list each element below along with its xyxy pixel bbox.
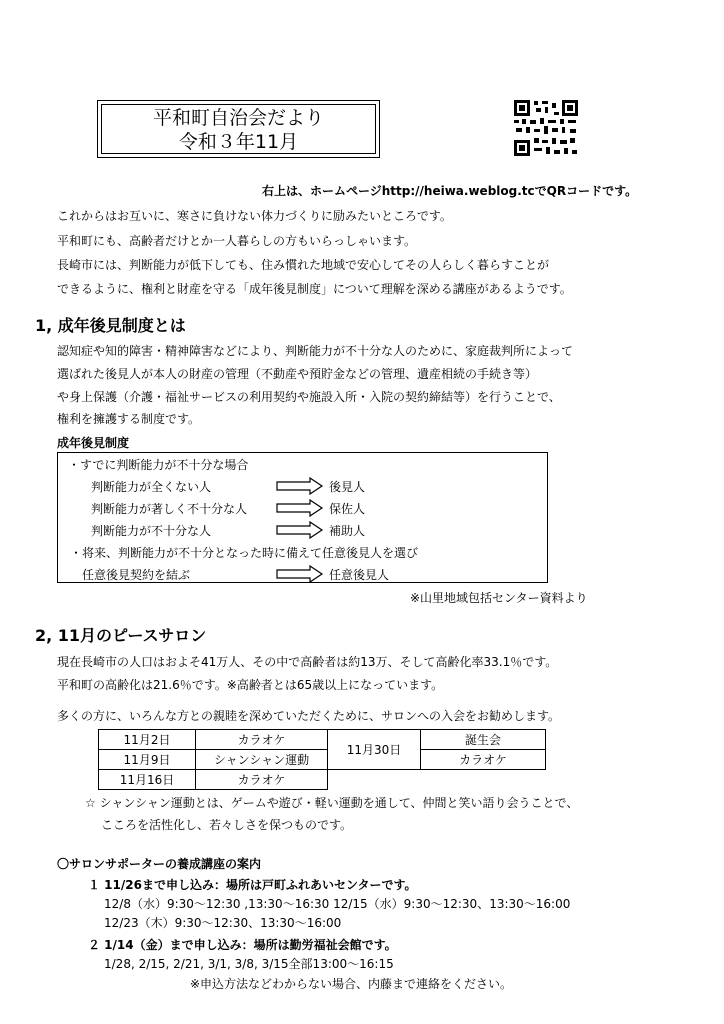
newsletter-title-box <box>97 100 380 158</box>
right-arrow-icon <box>276 499 324 517</box>
section2-line: 現在長崎市の人口はおよそ41万人、その中で高齢者は約13万、そして高齢化率33.1％です。 <box>57 655 558 669</box>
source-note: ※山里地域包括センター資料より <box>410 591 588 605</box>
shanshan-note: ☆ シャンシャン運動とは、ゲームや遊び・軽い運動を通して、仲間と笑い語り会うことで、 <box>85 796 579 810</box>
guardianship-condition: 判断能力が不十分な人 <box>91 524 212 538</box>
table-row <box>99 730 546 750</box>
guardianship-condition: 判断能力が著しく不十分な人 <box>91 502 248 516</box>
section1-paragraph-line: 選ばれた後見人が本人の財産の管理（不動産や預貯金などの管理、遺産相続の手続き等） <box>57 367 538 381</box>
schedule-date: 11月9日 <box>99 750 196 770</box>
table-row <box>99 750 546 770</box>
supporter-item2-title: ２ 1/14（金）まで申し込み：場所は勤労福祉会館です。 <box>88 938 397 952</box>
supporter-item1-dates: 12/23（木）9:30～12:30、13:30～16:00 <box>104 916 342 930</box>
intro-line: できるように、権利と財産を守る「成年後見制度」について理解を深める講座があるようです。 <box>57 282 572 296</box>
shanshan-note: こころを活性化し、若々しさを保つものです。 <box>101 818 353 832</box>
contact-note: ※申込方法などわからない場合、内藤まで連絡をください。 <box>190 977 513 991</box>
schedule-date: 11月2日 <box>99 730 196 750</box>
guardianship-condition: 任意後見契約を結ぶ <box>82 568 191 582</box>
supporter-item1-dates: 12/8（水）9:30～12:30 ,13:30～16:30 12/15（水）9:30～12:30、13:30～16:00 <box>104 897 571 911</box>
section-heading-peace-salon: 2, 11月のピースサロン <box>35 626 207 645</box>
right-arrow-icon <box>276 521 324 539</box>
schedule-event: カラオケ <box>196 730 328 750</box>
schedule-event: シャンシャン運動 <box>196 750 328 770</box>
supporter-course-heading: 〇サロンサポーターの養成講座の案内 <box>57 857 262 871</box>
table-row <box>99 770 546 790</box>
intro-line: 平和町にも、高齢者だけとか一人暮らしの方もいらっしゃいます。 <box>57 234 417 248</box>
qr-caption: 右上は、ホームページhttp://heiwa.weblog.tcでQRコードです。 <box>262 184 638 198</box>
schedule-event: カラオケ <box>421 750 546 770</box>
guardianship-result: 任意後見人 <box>329 568 390 582</box>
schedule-event: 誕生会 <box>421 730 546 750</box>
newsletter-issue-date: 令和３年11月 <box>178 131 299 153</box>
salon-invite: 多くの方に、いろんな方との親睦を深めていただくために、サロンへの入会をお勧めします。 <box>57 709 561 723</box>
section-heading-guardianship: 1, 成年後見制度とは <box>35 316 186 335</box>
newsletter-title: 平和町自治会だより <box>152 107 324 129</box>
guardianship-condition: 判断能力が全くない人 <box>91 480 212 494</box>
supporter-item2-dates: 1/28, 2/15, 2/21, 3/1, 3/8, 3/15全部13:00～16:15 <box>104 957 394 971</box>
schedule-date: 11月16日 <box>99 770 196 790</box>
intro-line: これからはお互いに、寒さに負けない体力づくりに励みたいところです。 <box>57 209 452 223</box>
section1-paragraph-line: や身上保護（介護・福祉サービスの利用契約や施設入所・入院の契約締結等）を行うことで、 <box>57 390 561 404</box>
schedule-event: カラオケ <box>196 770 328 790</box>
guardianship-result: 保佐人 <box>329 502 366 516</box>
guardianship-current-label: ・すでに判断能力が不十分な場合 <box>68 458 249 472</box>
section2-line: 平和町の高齢化は21.6％です。※高齢者とは65歳以上になっています。 <box>57 678 444 692</box>
guardianship-box-title: 成年後見制度 <box>57 436 130 450</box>
guardianship-future-label: ・将来、判断能力が不十分となった時に備えて任意後見人を選び <box>70 546 419 560</box>
guardianship-result: 補助人 <box>329 524 366 538</box>
guardianship-result: 後見人 <box>329 480 366 494</box>
right-arrow-icon <box>276 565 324 583</box>
schedule-date: 11月30日 <box>328 730 421 770</box>
intro-line: 長崎市には、判断能力が低下しても、住み慣れた地域で安心してその人らしく暮らすことが <box>57 258 550 272</box>
section1-paragraph-line: 認知症や知的障害・精神障害などにより、判断能力が不十分な人のために、家庭裁判所によって <box>57 344 574 358</box>
salon-schedule-table <box>98 729 546 790</box>
right-arrow-icon <box>276 477 324 495</box>
qr-code-icon <box>512 98 580 158</box>
section1-paragraph-line: 権利を擁護する制度です。 <box>57 412 201 426</box>
supporter-item1-title: １ 11/26まで申し込み：場所は戸町ふれあいセンターです。 <box>88 878 417 892</box>
